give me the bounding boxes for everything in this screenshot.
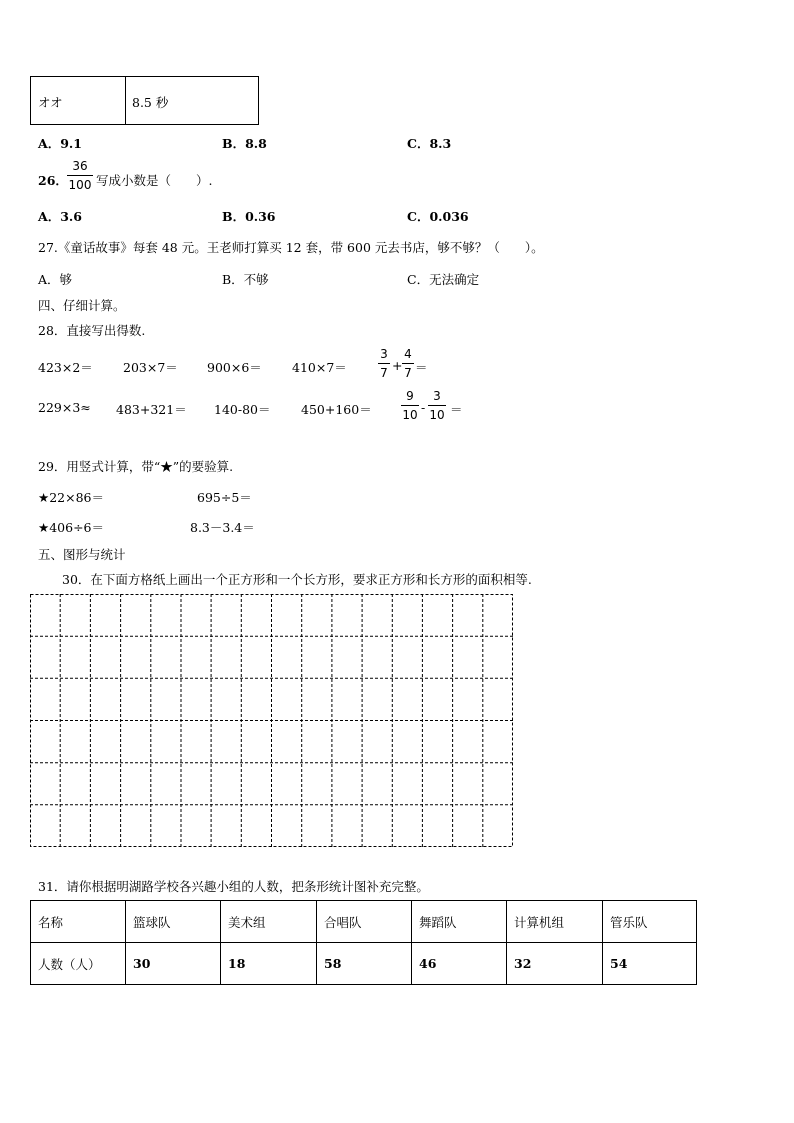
q26-fraction — [67, 158, 93, 193]
table-row — [31, 943, 697, 985]
table-header-cell: 篮球队 — [126, 901, 221, 943]
q28-frac1-a-den: 7 — [380, 366, 388, 380]
q28-item-2: 203×7＝ — [123, 360, 178, 375]
q28-item-5: 229×3≈ — [38, 400, 91, 415]
q29-item-1: ★22×86＝ — [38, 490, 104, 505]
q26-option-a: A．3.6 — [38, 209, 82, 224]
section-4-heading: 四、仔细计算。 — [38, 298, 126, 313]
q28-frac1-b — [402, 346, 414, 381]
q28-frac1-op: + — [392, 358, 403, 373]
q26-number: 26． — [38, 173, 68, 188]
q28-title: 28．直接写出得数. — [38, 323, 146, 338]
q28-frac2-a-den: 10 — [402, 408, 418, 422]
q28-frac2-op: - — [421, 400, 426, 415]
q29-item-3: ★406÷6＝ — [38, 520, 104, 535]
table-cell: 18 — [221, 943, 317, 985]
section-5-heading: 五、图形与统计 — [38, 547, 126, 562]
q28-item-4: 410×7＝ — [292, 360, 347, 375]
q28-frac1-a — [378, 346, 390, 381]
q28-frac2-b — [428, 388, 446, 423]
q26-option-b: B．0.36 — [222, 209, 276, 224]
table-cell: 46 — [412, 943, 507, 985]
table-header-cell: 美术组 — [221, 901, 317, 943]
q28-frac1-b-num: 4 — [404, 347, 412, 361]
q28-frac1-eq: ＝ — [415, 360, 428, 375]
q28-frac2-eq: ＝ — [450, 402, 463, 417]
q31-title: 31．请你根据明湖路学校各兴趣小组的人数，把条形统计图补充完整。 — [38, 879, 429, 894]
q25-option-a: A．9.1 — [38, 136, 82, 151]
q28-item-6: 483+321＝ — [116, 402, 187, 417]
q28-item-1: 423×2＝ — [38, 360, 93, 375]
q29-title: 29．用竖式计算，带“★”的要验算. — [38, 459, 234, 474]
q26-numerator: 36 — [72, 159, 88, 173]
q28-item-8: 450+160＝ — [301, 402, 372, 417]
q28-frac2-b-den: 10 — [429, 408, 445, 422]
table-header-row — [31, 901, 697, 943]
grid-paper[interactable] — [30, 594, 513, 847]
q28-frac1-b-den: 7 — [404, 366, 412, 380]
grid-paper-lines — [30, 594, 513, 847]
q28-item-7: 140-80＝ — [214, 402, 271, 417]
result-name: オオ — [38, 95, 63, 110]
q27-option-a: A．够 — [38, 272, 73, 287]
table-cell: 人数（人） — [31, 943, 126, 985]
table-header-cell: 管乐队 — [603, 901, 697, 943]
q29-item-2: 695÷5＝ — [197, 490, 252, 505]
q28-frac2-a-num: 9 — [406, 389, 414, 403]
q25-option-b: B．8.8 — [222, 136, 267, 151]
q27-option-b: B．不够 — [222, 272, 269, 287]
q27-option-c: C．无法确定 — [407, 272, 480, 287]
table-header-cell: 合唱队 — [317, 901, 412, 943]
q30-title: 30．在下面方格纸上画出一个正方形和一个长方形，要求正方形和长方形的面积相等. — [62, 572, 532, 587]
table-cell: 54 — [603, 943, 697, 985]
table-header-cell: 舞蹈队 — [412, 901, 507, 943]
table-header-cell: 计算机组 — [507, 901, 603, 943]
interest-group-table — [30, 900, 697, 985]
table-header-cell: 名称 — [31, 901, 126, 943]
q28-item-3: 900×6＝ — [207, 360, 262, 375]
table-cell: 58 — [317, 943, 412, 985]
q25-option-c: C．8.3 — [407, 136, 452, 151]
q26-text: 写成小数是（ ）. — [96, 173, 213, 188]
result-time: 8.5 秒 — [132, 95, 169, 110]
q26-denominator: 100 — [68, 178, 92, 192]
q29-item-4: 8.3－3.4＝ — [190, 520, 255, 535]
q28-frac1-a-num: 3 — [380, 347, 388, 361]
q28-frac2-b-num: 3 — [433, 389, 441, 403]
q26-option-c: C．0.036 — [407, 209, 469, 224]
q27-text: 27.《童话故事》每套 48 元。王老师打算买 12 套，带 600 元去书店，够不够？（ ）。 — [38, 240, 544, 255]
result-table — [30, 76, 259, 125]
table-cell: 32 — [507, 943, 603, 985]
table-cell: 30 — [126, 943, 221, 985]
q28-frac2-a — [401, 388, 419, 423]
